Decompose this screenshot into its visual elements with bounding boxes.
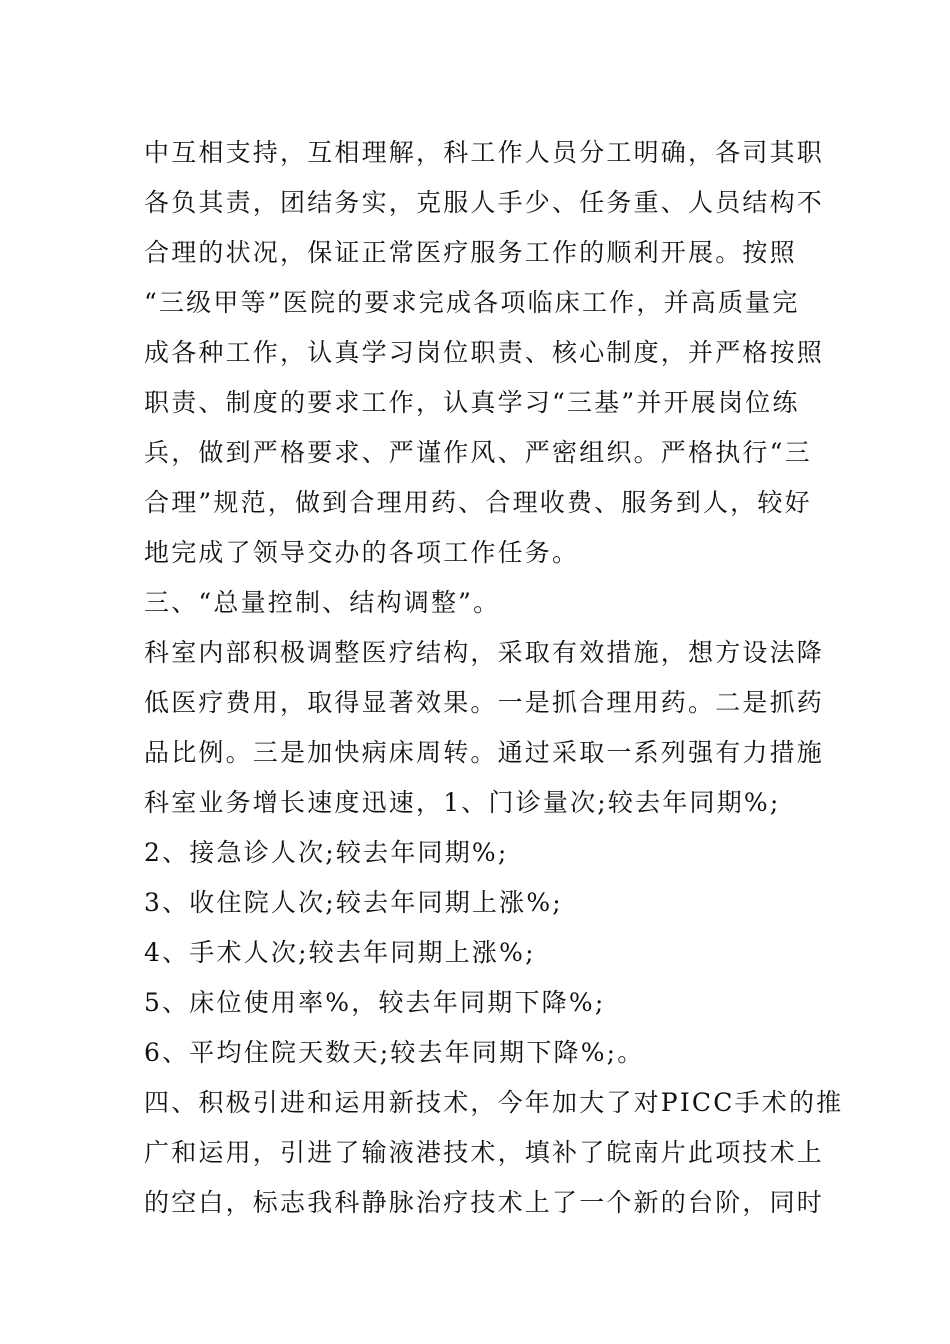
text-line: 兵，做到严格要求、严谨作风、严密组织。严格执行“三 [144,438,812,467]
section-heading: 三、“总量控制、结构调整”。 [144,588,501,617]
list-item: 5、床位使用率%，较去年同期下降%; [144,988,606,1017]
text-line: “三级甲等”医院的要求完成各项临床工作，并高质量完 [144,288,800,317]
text-line: 四、积极引进和运用新技术，今年加大了对PICC手术的推 [144,1088,844,1117]
text-line: 中互相支持，互相理解，科工作人员分工明确，各司其职 [144,138,825,167]
text-line: 广和运用，引进了输液港技术，填补了皖南片此项技术上 [144,1138,825,1167]
text-line: 各负其责，团结务实，克服人手少、任务重、人员结构不 [144,188,825,217]
text-line: 成各种工作，认真学习岗位职责、核心制度，并严格按照 [144,338,825,367]
text-line: 低医疗费用，取得显著效果。一是抓合理用药。二是抓药 [144,688,825,717]
list-item: 6、平均住院天数天;较去年同期下降%;。 [144,1038,645,1067]
list-item: 2、接急诊人次;较去年同期%; [144,838,509,867]
document-body [144,128,844,1228]
text-line: 科室内部积极调整医疗结构，采取有效措施，想方设法降 [144,638,825,667]
text-line: 合理的状况，保证正常医疗服务工作的顺利开展。按照 [144,238,797,267]
text-line: 职责、制度的要求工作，认真学习“三基”并开展岗位练 [144,388,800,417]
text-line: 合理”规范，做到合理用药、合理收费、服务到人，较好 [144,488,812,517]
list-item: 4、手术人次;较去年同期上涨%; [144,938,536,967]
text-line: 品比例。三是加快病床周转。通过采取一系列强有力措施 [144,738,825,767]
text-line: 地完成了领导交办的各项工作任务。 [144,538,580,567]
text-line: 的空白，标志我科静脉治疗技术上了一个新的台阶，同时 [144,1188,825,1217]
list-item: 3、收住院人次;较去年同期上涨%; [144,888,563,917]
text-line: 科室业务增长速度迅速，1、门诊量次;较去年同期%; [144,788,781,817]
